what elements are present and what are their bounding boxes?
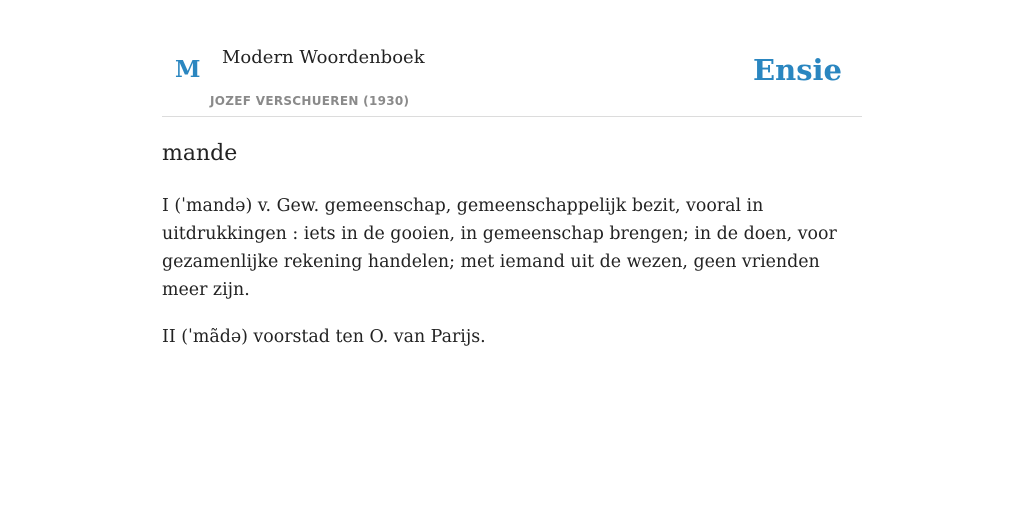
ensie-logo-link[interactable]: Ensie bbox=[753, 53, 842, 87]
dictionary-header bbox=[162, 0, 862, 117]
entry-content bbox=[162, 138, 852, 351]
entry-headword: mande bbox=[162, 141, 238, 166]
dictionary-author: JOZEF VERSCHUEREN (1930) bbox=[210, 94, 410, 108]
dictionary-logo: M bbox=[175, 56, 201, 83]
dictionary-title[interactable]: Modern Woordenboek bbox=[222, 47, 425, 68]
definition-1: I (ˈmandə) v. Gew. gemeenschap, gemeenschappelijk bezit, vooral in uitdrukkingen : iets in de gooien, in gemeenschap brengen; in de doen, voor gezamenlijke rekening handelen; met iemand uit de wezen, geen vrienden meer zijn. bbox=[162, 196, 837, 300]
definition-2: II (ˈmãdə) voorstad ten O. van Parijs. bbox=[162, 327, 486, 347]
